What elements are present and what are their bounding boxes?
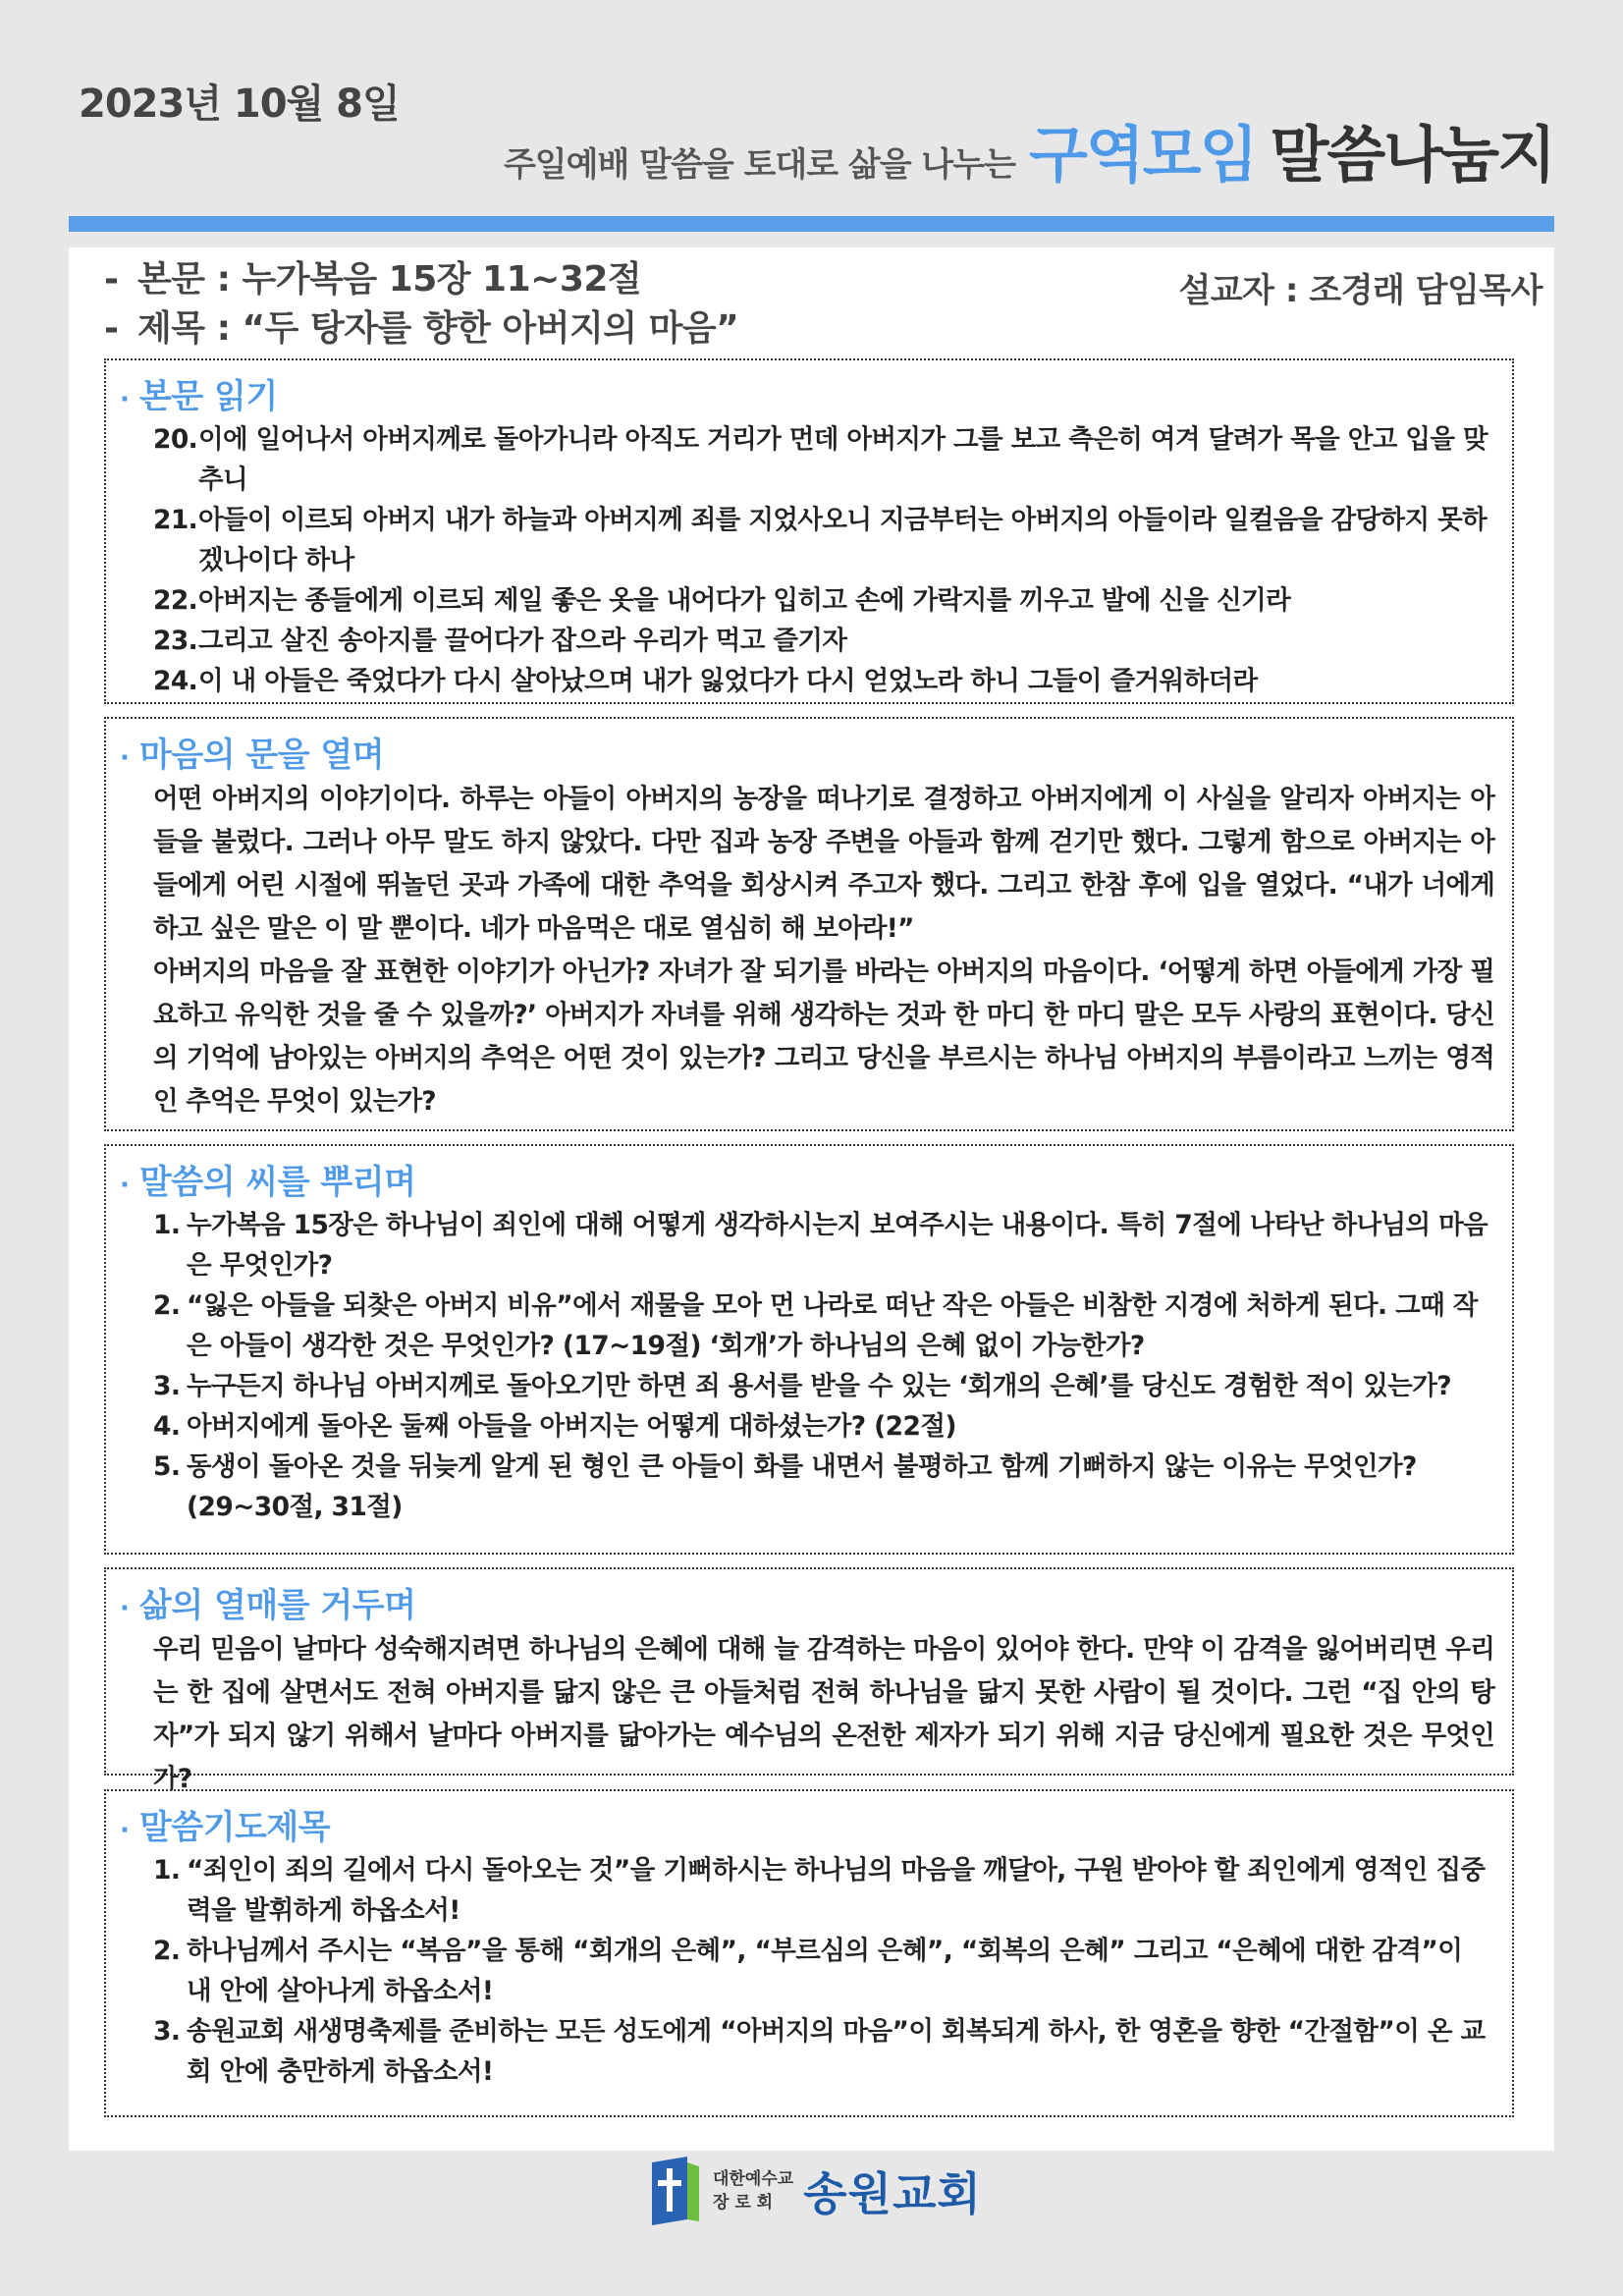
- page-title: [504, 106, 1554, 193]
- scripture-line: - 본문 : 누가복음 15장 11~32절: [104, 259, 642, 300]
- verse-item: [120, 580, 1494, 621]
- prayer-item: [120, 1931, 1494, 2011]
- prayer-section: [104, 1789, 1514, 2117]
- question-item-number: 1.: [153, 1210, 181, 1240]
- question-item-text: “잃은 아들을 되찾은 아버지 비유”에서 재물을 모아 먼 나라로 떠난 작은 아들은 비참한 지경에 처하게 된다. 그때 작은 아들이 생각한 것은 무엇인가? (17~19절) ‘회개’가 하나님의 은혜 없이 가능한가?: [187, 1290, 1478, 1361]
- question-item: [120, 1285, 1494, 1366]
- verse-item-text: 아버지는 종들에게 이르되 제일 좋은 옷을 내어다가 입히고 손에 가락지를 끼우고 발에 신을 신기라: [198, 585, 1291, 616]
- date-label: 2023년 10월 8일: [79, 82, 400, 127]
- verse-item-number: 23.: [153, 626, 198, 656]
- sermon-title-text: 제목 : “두 탕자를 향한 아버지의 마음”: [137, 308, 739, 349]
- question-item-text: 아버지에게 돌아온 둘째 아들을 아버지는 어떻게 대하셨는가? (22절): [187, 1411, 956, 1442]
- verse-item: [120, 661, 1494, 701]
- question-item-number: 3.: [153, 1371, 181, 1401]
- prayer-item-number: 1.: [153, 1855, 181, 1886]
- question-item-text: 누구든지 하나님 아버지께로 돌아오기만 하면 죄 용서를 받을 수 있는 ‘회개의 은혜’를 당신도 경험한 적이 있는가?: [187, 1371, 1452, 1401]
- verse-item-number: 21.: [153, 505, 198, 535]
- verse-item-number: 24.: [153, 666, 198, 696]
- question-item-text: 누가복음 15장은 하나님이 죄인에 대해 어떻게 생각하시는지 보여주시는 내용이다. 특히 7절에 나타난 하나님의 마음은 무엇인가?: [187, 1210, 1488, 1281]
- section-heading: · 본문 읽기: [120, 377, 278, 416]
- page-subtitle: 주일예배 말씀을 토대로 삶을 나누는: [503, 145, 1015, 185]
- section-heading: · 말씀기도제목: [120, 1808, 331, 1847]
- verse-item-text: 이 내 아들은 죽었다가 다시 살아났으며 내가 잃었다가 다시 얻었노라 하니 그들이 즐거워하더라: [198, 666, 1258, 696]
- opening-paragraph: 아버지의 마음을 잘 표현한 이야기가 아닌가? 자녀가 잘 되기를 바라는 아버지의 마음이다. ‘어떻게 하면 아들에게 가장 필요하고 유익한 것을 줄 수 있을까?’ 아버지가 자녀를 위해 생각하는 것과 한 마디 한 마디 말은 모두 사랑의 표현이다. 당신의 기억에 남아있는 아버지의 추억은 어떤 것이 있는가? 그리고 당신을 부르시는 하나님 아버지의 부름이라고 느끼는 영적인 추억은 무엇이 있는가?: [153, 957, 1494, 1117]
- question-item: [120, 1366, 1494, 1406]
- opening-section: [104, 717, 1514, 1131]
- sermon-title-line: - 제목 : “두 탕자를 향한 아버지의 마음”: [104, 308, 739, 349]
- section-heading: · 말씀의 씨를 뿌리며: [120, 1163, 416, 1202]
- prayer-item-text: “죄인이 죄의 길에서 다시 돌아오는 것”을 기뻐하시는 하나님의 마음을 깨달아, 구원 받아야 할 죄인에게 영적인 집중력을 발휘하게 하옵소서!: [187, 1855, 1486, 1926]
- prayer-item: [120, 1850, 1494, 1931]
- opening-paragraph: 어떤 아버지의 이야기이다. 하루는 아들이 아버지의 농장을 떠나기로 결정하고 아버지에게 이 사실을 알리자 아버지는 아들을 불렀다. 그러나 아무 말도 하지 않았다. 다만 집과 농장 주변을 아들과 함께 걷기만 했다. 그렇게 함으로 아버지는 아들에게 어린 시절에 뛰놀던 곳과 가족에 대한 추억을 회상시켜 주고자 했다. 그리고 한참 후에 입을 열었다. “내가 너에게 하고 싶은 말은 이 말 뿐이다. 네가 마음먹은 대로 열심히 해 보아라!”: [153, 784, 1494, 944]
- title-main: 말씀나눔지: [1270, 119, 1554, 191]
- application-paragraph: 우리 믿음이 날마다 성숙해지려면 하나님의 은혜에 대해 늘 감격하는 마음이 있어야 한다. 만약 이 감격을 잃어버리면 우리는 한 집에 살면서도 전혀 아버지를 닮지 않은 큰 아들처럼 전혀 하나님을 닮지 못한 사람이 될 것이다. 그런 “집 안의 탕자”가 되지 않기 위해서 날마다 아버지를 닮아가는 예수님의 온전한 제자가 되기 위해 지금 당신에게 필요한 것은 무엇인가?: [153, 1634, 1494, 1794]
- question-item-text: 동생이 돌아온 것을 뒤늦게 알게 된 형인 큰 아들이 화를 내면서 불평하고 함께 기뻐하지 않는 이유는 무엇인가? (29~30절, 31절): [187, 1451, 1417, 1522]
- verse-item-text: 그리고 살진 송아지를 끌어다가 잡으라 우리가 먹고 즐기자: [198, 626, 847, 656]
- denomination-label: 대한예수교 장 로 회: [713, 2169, 794, 2213]
- prayer-list: [120, 1850, 1494, 2092]
- section-heading: · 마음의 문을 열며: [120, 736, 385, 775]
- header-divider: [69, 216, 1554, 232]
- sermon-meta: [104, 255, 738, 354]
- verse-item-number: 22.: [153, 585, 198, 616]
- church-name: 송원교회: [803, 2167, 982, 2220]
- verse-item: [120, 500, 1494, 580]
- question-item: [120, 1447, 1494, 1527]
- question-item-number: 5.: [153, 1451, 181, 1482]
- verse-item-text: 이에 일어나서 아버지께로 돌아가니라 아직도 거리가 먼데 아버지가 그를 보고 측은히 여겨 달려가 목을 안고 입을 맞추니: [198, 424, 1488, 495]
- question-item: [120, 1205, 1494, 1285]
- preacher-label: 설교자 : 조경래 담임목사: [1178, 271, 1542, 310]
- cross-book-icon: [648, 2157, 703, 2225]
- questions-section: [104, 1144, 1514, 1555]
- verse-list: [120, 419, 1494, 701]
- church-logo: [648, 2157, 982, 2225]
- question-item-number: 4.: [153, 1411, 181, 1442]
- verse-item-text: 아들이 이르되 아버지 내가 하늘과 아버지께 죄를 지었사오니 지금부터는 아버지의 아들이라 일컬음을 감당하지 못하겠나이다 하나: [198, 505, 1488, 575]
- prayer-item-text: 송원교회 새생명축제를 준비하는 모든 성도에게 “아버지의 마음”이 회복되게 하사, 한 영혼을 향한 “간절함”이 온 교회 안에 충만하게 하옵소서!: [187, 2016, 1486, 2087]
- question-item: [120, 1406, 1494, 1447]
- verse-item: [120, 621, 1494, 661]
- title-accent: 구역모임: [1028, 119, 1257, 191]
- prayer-item-number: 2.: [153, 1936, 181, 1966]
- question-list: [120, 1205, 1494, 1527]
- prayer-item: [120, 2011, 1494, 2092]
- section-heading: · 삶의 열매를 거두며: [120, 1586, 416, 1625]
- prayer-item-text: 하나님께서 주시는 “복음”을 통해 “회개의 은혜”, “부르심의 은혜”, “회복의 은혜” 그리고 “은혜에 대한 감격”이 내 안에 살아나게 하옵소서!: [187, 1936, 1463, 2006]
- verse-item-number: 20.: [153, 424, 198, 455]
- application-section: [104, 1567, 1514, 1794]
- reading-section: [104, 358, 1514, 704]
- prayer-item-number: 3.: [153, 2016, 181, 2047]
- scripture-text: 본문 : 누가복음 15장 11~32절: [137, 259, 642, 300]
- question-item-number: 2.: [153, 1290, 181, 1321]
- verse-item: [120, 419, 1494, 500]
- content-sheet: [69, 247, 1554, 2151]
